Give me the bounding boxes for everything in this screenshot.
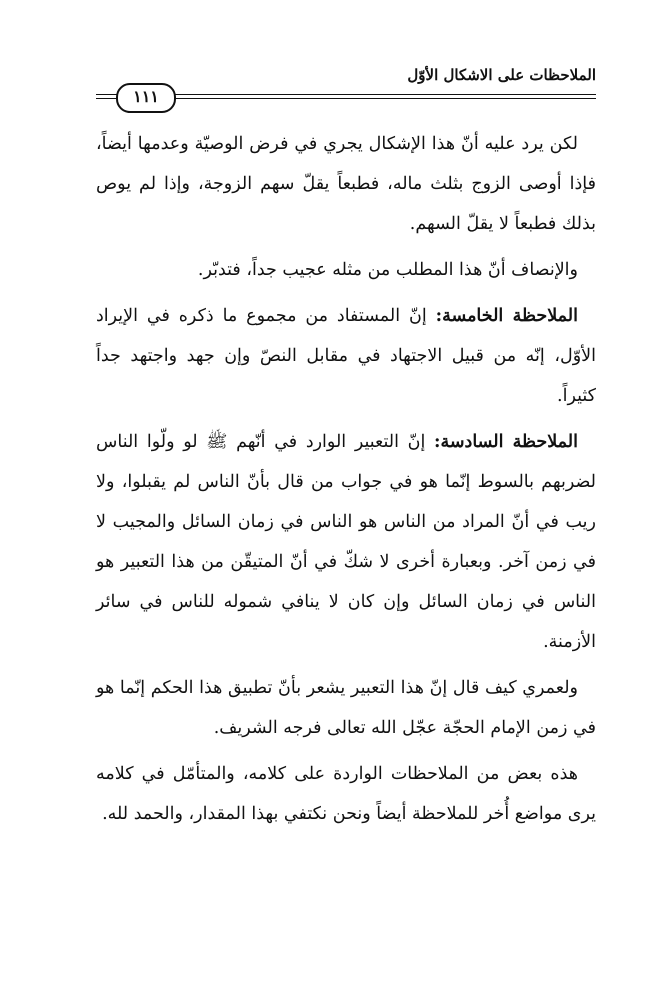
- paragraph: [96, 754, 596, 834]
- running-title: الملاحظات على الاشكال الأوّل: [407, 66, 596, 84]
- paragraph: [96, 296, 596, 416]
- paragraph-text: لكن يرد عليه أنّ هذا الإشكال يجري في فرض الوصيّة وعدمها أيضاً، فإذا أوصى الزوج بثلث ماله، فطبعاً يقلّ سهم الزوجة، وإذا لم يوص بذلك فطبعاً لا يقلّ السهم.: [96, 134, 596, 234]
- section-heading: الملاحظة السادسة:: [434, 432, 578, 452]
- paragraph: [96, 124, 596, 244]
- paragraph-text: هذه بعض من الملاحظات الواردة على كلامه، والمتأمّل في كلامه يرى مواضع أُخر للملاحظة أيضاً ونحن نكتفي بهذا المقدار، والحمد لله.: [96, 764, 596, 824]
- page-header: [96, 66, 596, 112]
- page-number: ١١١: [116, 83, 176, 113]
- paragraph-text: ولعمري كيف قال إنّ هذا التعبير يشعر بأنّ تطبيق هذا الحكم إنّما هو في زمن الإمام الحجّة عجّل الله تعالى فرجه الشريف.: [96, 678, 596, 738]
- page-body: [96, 124, 596, 840]
- paragraph: [96, 668, 596, 748]
- paragraph: [96, 422, 596, 662]
- paragraph: [96, 250, 596, 290]
- paragraph-text: والإنصاف أنّ هذا المطلب من مثله عجيب جداً، فتدبّر.: [197, 260, 578, 280]
- paragraph-text: إنّ المستفاد من مجموع ما ذكره في الإيراد الأوّل، إنّه من قبيل الاجتهاد في مقابل النصّ وإن جهد واجتهد جداً كثيراً.: [96, 306, 596, 406]
- paragraph-text: إنّ التعبير الوارد في أنّهم ﷺ لو ولّوا الناس لضربهم بالسوط إنّما هو في جواب من قال بأنّ الناس لم يقبلوا، ولا ريب في أنّ المراد من الناس هو الناس في زمان السائل والمجيب لا في زمن آخر. وبعبارة أخرى لا شكّ في أنّ المتيقّن من هذا التعبير هو الناس في زمان السائل وإن كان لا ينافي شموله للناس في سائر الأزمنة.: [96, 432, 596, 652]
- section-heading: الملاحظة الخامسة:: [435, 306, 578, 326]
